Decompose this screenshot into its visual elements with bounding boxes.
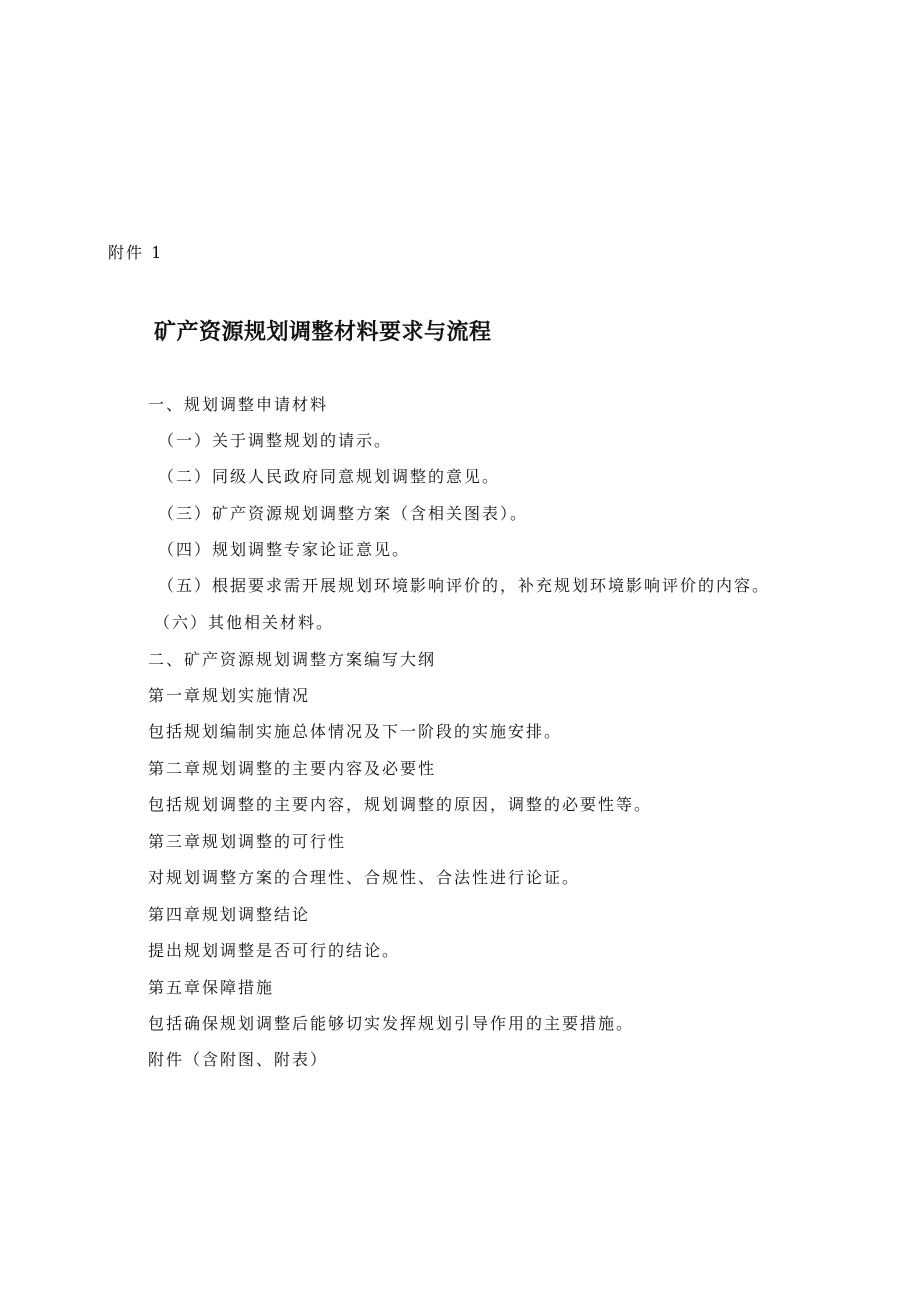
section-1-item-3: （三）矿产资源规划调整方案（含相关图表）。 xyxy=(158,504,529,523)
chapter-2-description: 包括规划调整的主要内容，规划调整的原因，调整的必要性等。 xyxy=(148,795,653,814)
chapter-5-title: 第五章保障措施 xyxy=(148,978,275,997)
section-1-heading: 一、规划调整申请材料 xyxy=(148,395,329,414)
section-1-item-1: （一）关于调整规划的请示。 xyxy=(158,431,393,450)
chapter-1-title: 第一章规划实施情况 xyxy=(148,686,311,705)
chapter-2-title: 第二章规划调整的主要内容及必要性 xyxy=(148,759,437,778)
chapter-4-title: 第四章规划调整结论 xyxy=(148,905,311,924)
section-1-item-4: （四）规划调整专家论证意见。 xyxy=(158,540,411,559)
chapter-3-title: 第三章规划调整的可行性 xyxy=(148,832,347,851)
document-title: 矿产资源规划调整材料要求与流程 xyxy=(154,320,492,345)
section-1-item-5: （五）根据要求需开展规划环境影响评价的，补充规划环境影响评价的内容。 xyxy=(158,576,771,595)
chapter-1-description: 包括规划编制实施总体情况及下一阶段的实施安排。 xyxy=(148,722,563,741)
chapter-4-description: 提出规划调整是否可行的结论。 xyxy=(148,941,401,960)
appendix-line: 附件（含附图、附表） xyxy=(148,1050,329,1069)
section-1-item-6: （六）其他相关材料。 xyxy=(154,613,335,632)
attachment-label: 附件 1 xyxy=(108,243,164,262)
section-1-item-2: （二）同级人民政府同意规划调整的意见。 xyxy=(158,467,501,486)
chapter-5-description: 包括确保规划调整后能够切实发挥规划引导作用的主要措施。 xyxy=(148,1014,635,1033)
section-2-heading: 二、矿产资源规划调整方案编写大纲 xyxy=(148,650,437,669)
chapter-3-description: 对规划调整方案的合理性、合规性、合法性进行论证。 xyxy=(148,868,581,887)
